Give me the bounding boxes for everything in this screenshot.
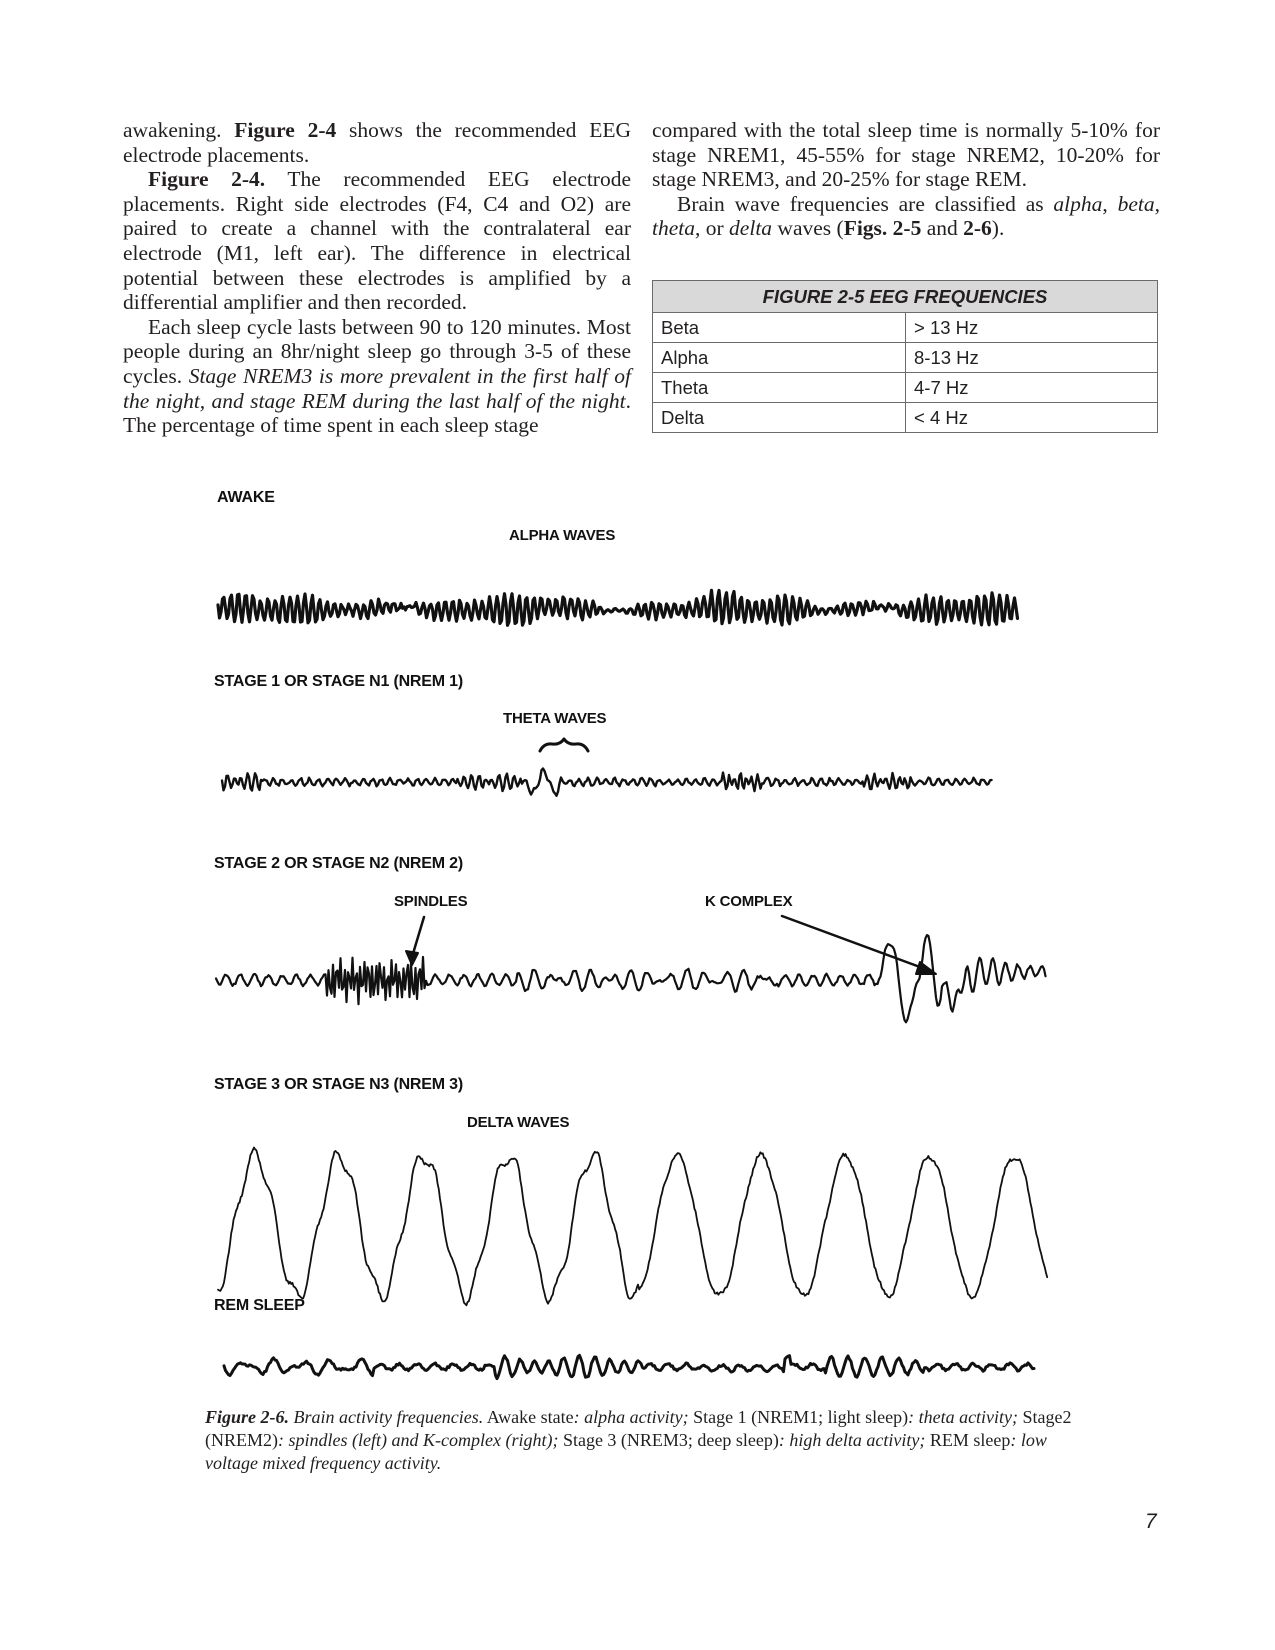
stage-label-n3: STAGE 3 OR STAGE N3 (NREM 3) [214, 1076, 463, 1093]
wave-range: 4-7 Hz [906, 373, 1158, 403]
figure-reference: Figure 2-4 [234, 118, 337, 142]
annotation-alpha-waves: ALPHA WAVES [509, 527, 616, 544]
table-title: FIGURE 2-5 EEG FREQUENCIES [653, 281, 1158, 313]
table-row [653, 373, 1158, 403]
left-column [123, 118, 631, 438]
table-row [653, 403, 1158, 433]
wave-range: > 13 Hz [906, 313, 1158, 343]
right-column [652, 118, 1160, 241]
annotation-spindles: SPINDLES [394, 893, 468, 910]
paragraph-figure-2-4: Figure 2-4. The recommended EEG electrode placements. Right side electrodes (F4, C4 and O2) are paired to create a channel with the contralateral ear electrode (M1, left ear). The difference in electrical potential between these electrodes is amplified by a differential amplifier and then recorded. [123, 167, 632, 315]
figure-caption: Figure 2-6. Brain activity frequencies. Awake state: alpha activity; Stage 1 (NREM1; light sleep): theta activity; Stage2 (NREM2): spindles (left) and K-complex (right); Stage 3 (NREM3; deep sleep): high delta activity; REM sleep: low voltage mixed frequency activity. [205, 1407, 1072, 1473]
annotation-k-complex: K COMPLEX [705, 893, 793, 910]
paragraph-wave-classification: Brain wave frequencies are classified as alpha, beta, theta, or delta waves (Figs. 2-5 and 2-6). [652, 191, 1160, 241]
stage-label-n1: STAGE 1 OR STAGE N1 (NREM 1) [214, 673, 463, 690]
paragraph-electrode-intro: awakening. Figure 2-4 shows the recommended EEG electrode placements. [123, 118, 631, 167]
eeg-trace-rem [224, 1345, 1054, 1395]
eeg-trace-n2 [216, 930, 1056, 1090]
annotation-delta-waves: DELTA WAVES [467, 1114, 570, 1131]
stage-label-rem: REM SLEEP [214, 1297, 305, 1314]
page-number: 7 [1145, 1510, 1157, 1533]
table-row [653, 343, 1158, 373]
wave-range: < 4 Hz [906, 403, 1158, 433]
table-row [653, 313, 1158, 343]
eeg-trace-n3 [218, 1136, 1058, 1316]
theta-bracket-icon [536, 737, 596, 757]
emphasis-text: Stage NREM3 is more prevalent in the first half of the night, and stage REM during the last half of the night [123, 363, 631, 413]
annotation-theta-waves: THETA WAVES [503, 710, 607, 727]
wave-name: Delta [653, 403, 906, 433]
eeg-trace-awake [218, 588, 1038, 648]
paragraph-stage-percentages: compared with the total sleep time is normally 5-10% for stage NREM1, 45-55% for stage NREM2, 10-20% for stage NREM3, and 20-25% for stage REM. [652, 118, 1160, 192]
wave-name: Theta [653, 373, 906, 403]
wave-name: Alpha [653, 343, 906, 373]
wave-name: Beta [653, 313, 906, 343]
figure-reference: Figure 2-4. [148, 167, 266, 192]
stage-label-n2: STAGE 2 OR STAGE N2 (NREM 2) [214, 855, 463, 872]
paragraph-sleep-cycle: Each sleep cycle lasts between 90 to 120 minutes. Most people during an 8hr/night sleep go through 3-5 of these cycles. Stage NREM3 is more prevalent in the first half of the night, and stage REM during the last half of the night. The percentage of time spent in each sleep stage [123, 314, 631, 438]
eeg-frequencies-table [652, 280, 1158, 433]
wave-range: 8-13 Hz [906, 343, 1158, 373]
eeg-trace-n1 [222, 760, 1022, 810]
stage-label-awake: AWAKE [217, 489, 275, 506]
